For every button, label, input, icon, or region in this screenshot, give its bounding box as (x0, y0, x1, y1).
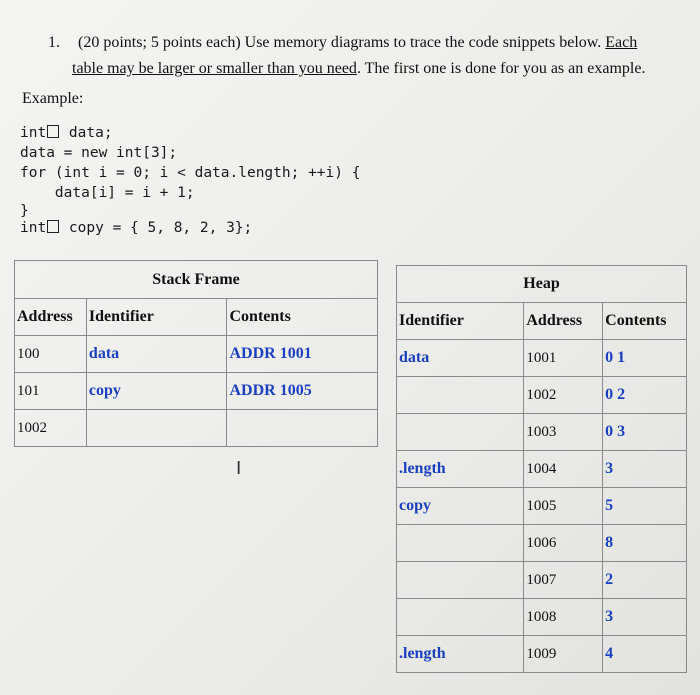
code-rest: data; (60, 125, 113, 141)
address-cell: 100 (15, 336, 87, 373)
contents-cell: 3 (603, 599, 687, 636)
identifier-cell: copy (397, 488, 524, 525)
code-type: int (20, 220, 47, 236)
table-row (397, 488, 687, 525)
contents-cell: 0 1 (603, 340, 687, 377)
contents-cell: 8 (603, 525, 687, 562)
code-line-4: data[i] = i + 1; (20, 185, 195, 201)
contents-cell: 0 2 (603, 377, 687, 414)
question-line-2 (72, 60, 645, 78)
address-cell: 1009 (524, 636, 603, 673)
identifier-cell (397, 525, 524, 562)
contents-cell (227, 410, 378, 447)
array-brackets-icon (47, 125, 59, 138)
header-address: Address (15, 299, 87, 336)
identifier-cell (397, 414, 524, 451)
identifier-cell: .length (397, 636, 524, 673)
identifier-cell (397, 377, 524, 414)
question-text: (20 points; 5 points each) Use memory diagrams to trace the code snippets below. (78, 34, 602, 51)
address-cell: 1004 (524, 451, 603, 488)
code-line-5: } (20, 203, 29, 219)
table-row (397, 562, 687, 599)
identifier-cell: data (86, 336, 227, 373)
question-line-1 (78, 34, 637, 52)
table-row (397, 525, 687, 562)
address-cell: 101 (15, 373, 87, 410)
heap-title: Heap (397, 266, 687, 303)
heap-table (396, 265, 687, 673)
table-row (397, 599, 687, 636)
table-row (15, 373, 378, 410)
example-label: Example: (22, 90, 84, 107)
array-brackets-icon (47, 220, 59, 233)
question-number: 1. (48, 34, 60, 51)
contents-cell: 5 (603, 488, 687, 525)
table-row (15, 336, 378, 373)
table-row (397, 377, 687, 414)
contents-cell: ADDR 1001 (227, 336, 378, 373)
contents-cell: 3 (603, 451, 687, 488)
identifier-cell (397, 599, 524, 636)
table-row (15, 410, 378, 447)
question-underlined-table: table may be larger or smaller than you need (72, 60, 357, 77)
text-cursor-icon: I (236, 458, 242, 479)
identifier-cell (86, 410, 227, 447)
table-row (397, 451, 687, 488)
header-contents: Contents (227, 299, 378, 336)
header-contents: Contents (603, 303, 687, 340)
code-rest: copy = { 5, 8, 2, 3}; (60, 220, 253, 236)
address-cell: 1002 (15, 410, 87, 447)
code-line-1 (20, 125, 113, 141)
code-line-2: data = new int[3]; (20, 145, 178, 161)
stack-frame-table (14, 260, 378, 447)
table-row (397, 340, 687, 377)
question-underlined-each: Each (605, 34, 638, 51)
header-identifier: Identifier (86, 299, 227, 336)
contents-cell: 4 (603, 636, 687, 673)
address-cell: 1005 (524, 488, 603, 525)
address-cell: 1008 (524, 599, 603, 636)
address-cell: 1003 (524, 414, 603, 451)
header-identifier: Identifier (397, 303, 524, 340)
identifier-cell: copy (86, 373, 227, 410)
identifier-cell: data (397, 340, 524, 377)
code-type: int (20, 125, 47, 141)
header-address: Address (524, 303, 603, 340)
address-cell: 1006 (524, 525, 603, 562)
identifier-cell (397, 562, 524, 599)
contents-cell: 0 3 (603, 414, 687, 451)
address-cell: 1001 (524, 340, 603, 377)
identifier-cell: .length (397, 451, 524, 488)
address-cell: 1007 (524, 562, 603, 599)
code-line-6 (20, 220, 252, 236)
contents-cell: ADDR 1005 (227, 373, 378, 410)
contents-cell: 2 (603, 562, 687, 599)
table-row (397, 414, 687, 451)
stack-frame-title: Stack Frame (15, 261, 378, 299)
address-cell: 1002 (524, 377, 603, 414)
code-line-3: for (int i = 0; i < data.length; ++i) { (20, 165, 361, 181)
table-row (397, 636, 687, 673)
question-text-rest: . The first one is done for you as an example. (356, 60, 646, 77)
